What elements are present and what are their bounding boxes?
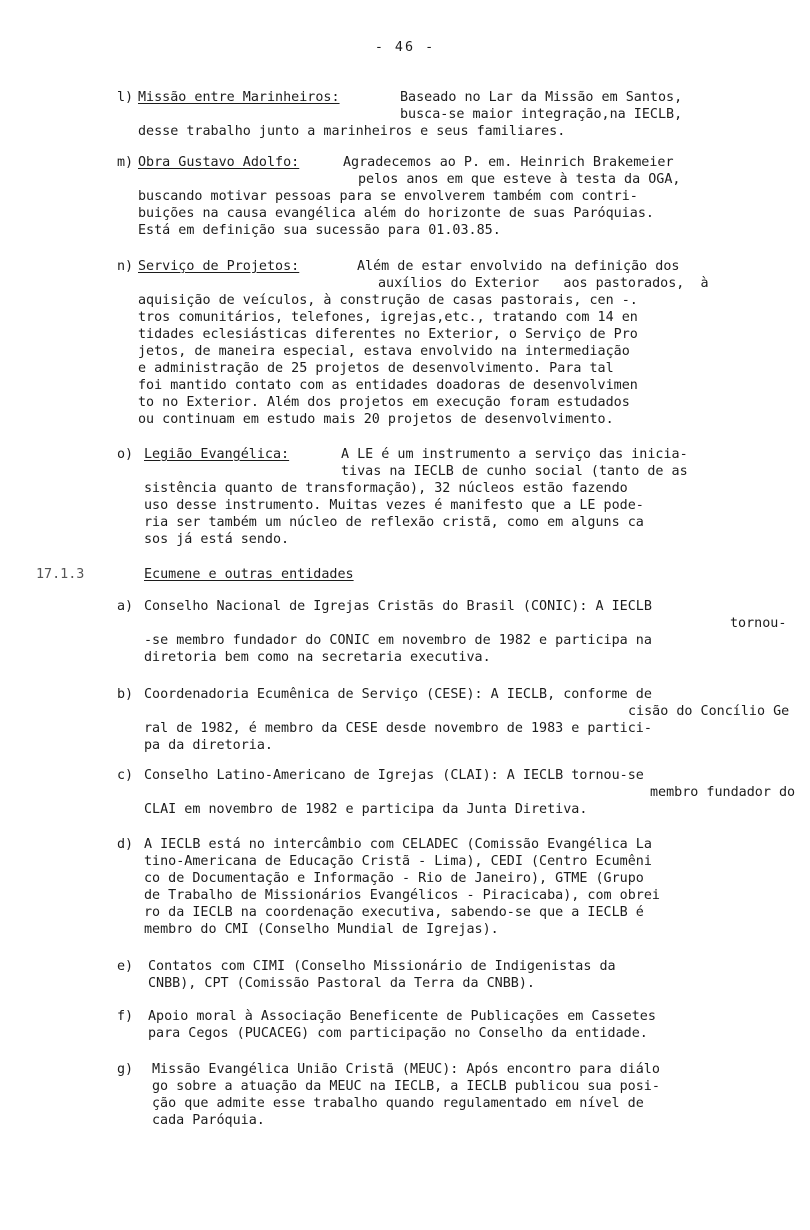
item-line: buscando motivar pessoas para se envolverem também com contri- <box>138 189 638 204</box>
sub-item-line: Apoio moral à Associação Beneficente de Publicações em Cassetes <box>148 1009 656 1024</box>
sub-item-marker: b) <box>117 687 134 702</box>
sub-item-line: ro da IECLB na coordenação executiva, sabendo-se que a IECLB é <box>144 905 644 920</box>
sub-item-line: ção que admite esse trabalho quando regulamentado em nível de <box>152 1096 644 1111</box>
item-line: e administração de 25 projetos de desenvolvimento. Para tal <box>138 361 614 376</box>
sub-item-line: cada Paróquia. <box>152 1113 265 1128</box>
sub-item-marker: d) <box>117 837 134 852</box>
sub-item-line: diretoria bem como na secretaria executiva. <box>144 650 491 665</box>
item-line: foi mantido contato com as entidades doadoras de desenvolvimen <box>138 378 638 393</box>
sub-item-line: Conselho Nacional de Igrejas Cristãs do Brasil (CONIC): A IECLB <box>144 599 652 614</box>
item-line: desse trabalho junto a marinheiros e seus familiares. <box>138 124 566 139</box>
item-line: Baseado no Lar da Missão em Santos, <box>400 90 683 105</box>
item-title: Legião Evangélica: <box>144 447 290 462</box>
section-title: Ecumene e outras entidades <box>144 567 354 582</box>
sub-item-line: CNBB), CPT (Comissão Pastoral da Terra da CNBB). <box>148 976 535 991</box>
sub-item-line: Missão Evangélica União Cristã (MEUC): Após encontro para diálo <box>152 1062 660 1077</box>
item-line: busca-se maior integração,na IECLB, <box>400 107 683 122</box>
sub-item-line: tornou- <box>730 616 787 631</box>
sub-item-marker: f) <box>117 1009 134 1024</box>
item-line: tros comunitários, telefones, igrejas,etc., tratando com 14 en <box>138 310 638 325</box>
item-line: auxílios do Exterior aos pastorados, à <box>378 276 709 291</box>
item-line: to no Exterior. Além dos projetos em execução foram estudados <box>138 395 630 410</box>
item-line: aquisição de veículos, à construção de casas pastorais, cen -. <box>138 293 638 308</box>
sub-item-line: go sobre a atuação da MEUC na IECLB, a IECLB publicou sua posi- <box>152 1079 660 1094</box>
sub-item-marker: a) <box>117 599 134 614</box>
item-line: Além de estar envolvido na definição dos <box>357 259 680 274</box>
item-line: uso desse instrumento. Muitas vezes é manifesto que a LE pode- <box>144 498 644 513</box>
item-marker: m) <box>117 155 134 170</box>
item-line: ria ser também um núcleo de reflexão cristã, como em alguns ca <box>144 515 644 530</box>
item-line: sos já está sendo. <box>144 532 290 547</box>
item-line: tidades eclesiásticas diferentes no Exterior, o Serviço de Pro <box>138 327 638 342</box>
item-title: Missão entre Marinheiros: <box>138 90 340 105</box>
section-number: 17.1.3 <box>36 567 85 582</box>
sub-item-line: cisão do Concílio Ge <box>628 704 790 719</box>
page-number: - 46 - <box>374 40 436 55</box>
item-line: Agradecemos ao P. em. Heinrich Brakemeier <box>343 155 674 170</box>
item-line: ou continuam em estudo mais 20 projetos de desenvolvimento. <box>138 412 614 427</box>
item-marker: n) <box>117 259 134 274</box>
sub-item-line: tino-Americana de Educação Cristã - Lima), CEDI (Centro Ecumêni <box>144 854 652 869</box>
sub-item-line: ral de 1982, é membro da CESE desde novembro de 1983 e partici- <box>144 721 652 736</box>
item-line: tivas na IECLB de cunho social (tanto de as <box>341 464 688 479</box>
sub-item-line: de Trabalho de Missionários Evangélicos - Piracicaba), com obrei <box>144 888 660 903</box>
item-line: jetos, de maneira especial, estava envolvido na intermediação <box>138 344 630 359</box>
sub-item-line: -se membro fundador do CONIC em novembro de 1982 e participa na <box>144 633 652 648</box>
sub-item-marker: g) <box>117 1062 134 1077</box>
sub-item-marker: c) <box>117 768 134 783</box>
sub-item-line: co de Documentação e Informação - Rio de Janeiro), GTME (Grupo <box>144 871 644 886</box>
item-title: Serviço de Projetos: <box>138 259 300 274</box>
sub-item-line: Contatos com CIMI (Conselho Missionário de Indigenistas da <box>148 959 616 974</box>
item-marker: l) <box>117 90 134 105</box>
item-line: A LE é um instrumento a serviço das inicia- <box>341 447 688 462</box>
sub-item-line: Conselho Latino-Americano de Igrejas (CLAI): A IECLB tornou-se <box>144 768 644 783</box>
sub-item-line: CLAI em novembro de 1982 e participa da Junta Diretiva. <box>144 802 588 817</box>
sub-item-line: A IECLB está no intercâmbio com CELADEC (Comissão Evangélica La <box>144 837 652 852</box>
sub-item-line: pa da diretoria. <box>144 738 273 753</box>
sub-item-line: membro do CMI (Conselho Mundial de Igrejas). <box>144 922 499 937</box>
item-line: sistência quanto de transformação), 32 núcleos estão fazendo <box>144 481 628 496</box>
item-marker: o) <box>117 447 134 462</box>
sub-item-line: membro fundador do <box>650 785 796 800</box>
sub-item-line: Coordenadoria Ecumênica de Serviço (CESE): A IECLB, conforme de <box>144 687 652 702</box>
item-line: pelos anos em que esteve à testa da OGA, <box>358 172 681 187</box>
sub-item-line: para Cegos (PUCACEG) com participação no Conselho da entidade. <box>148 1026 648 1041</box>
item-line: Está em definição sua sucessão para 01.03.85. <box>138 223 501 238</box>
item-title: Obra Gustavo Adolfo: <box>138 155 300 170</box>
sub-item-marker: e) <box>117 959 134 974</box>
item-line: buições na causa evangélica além do horizonte de suas Paróquias. <box>138 206 654 221</box>
